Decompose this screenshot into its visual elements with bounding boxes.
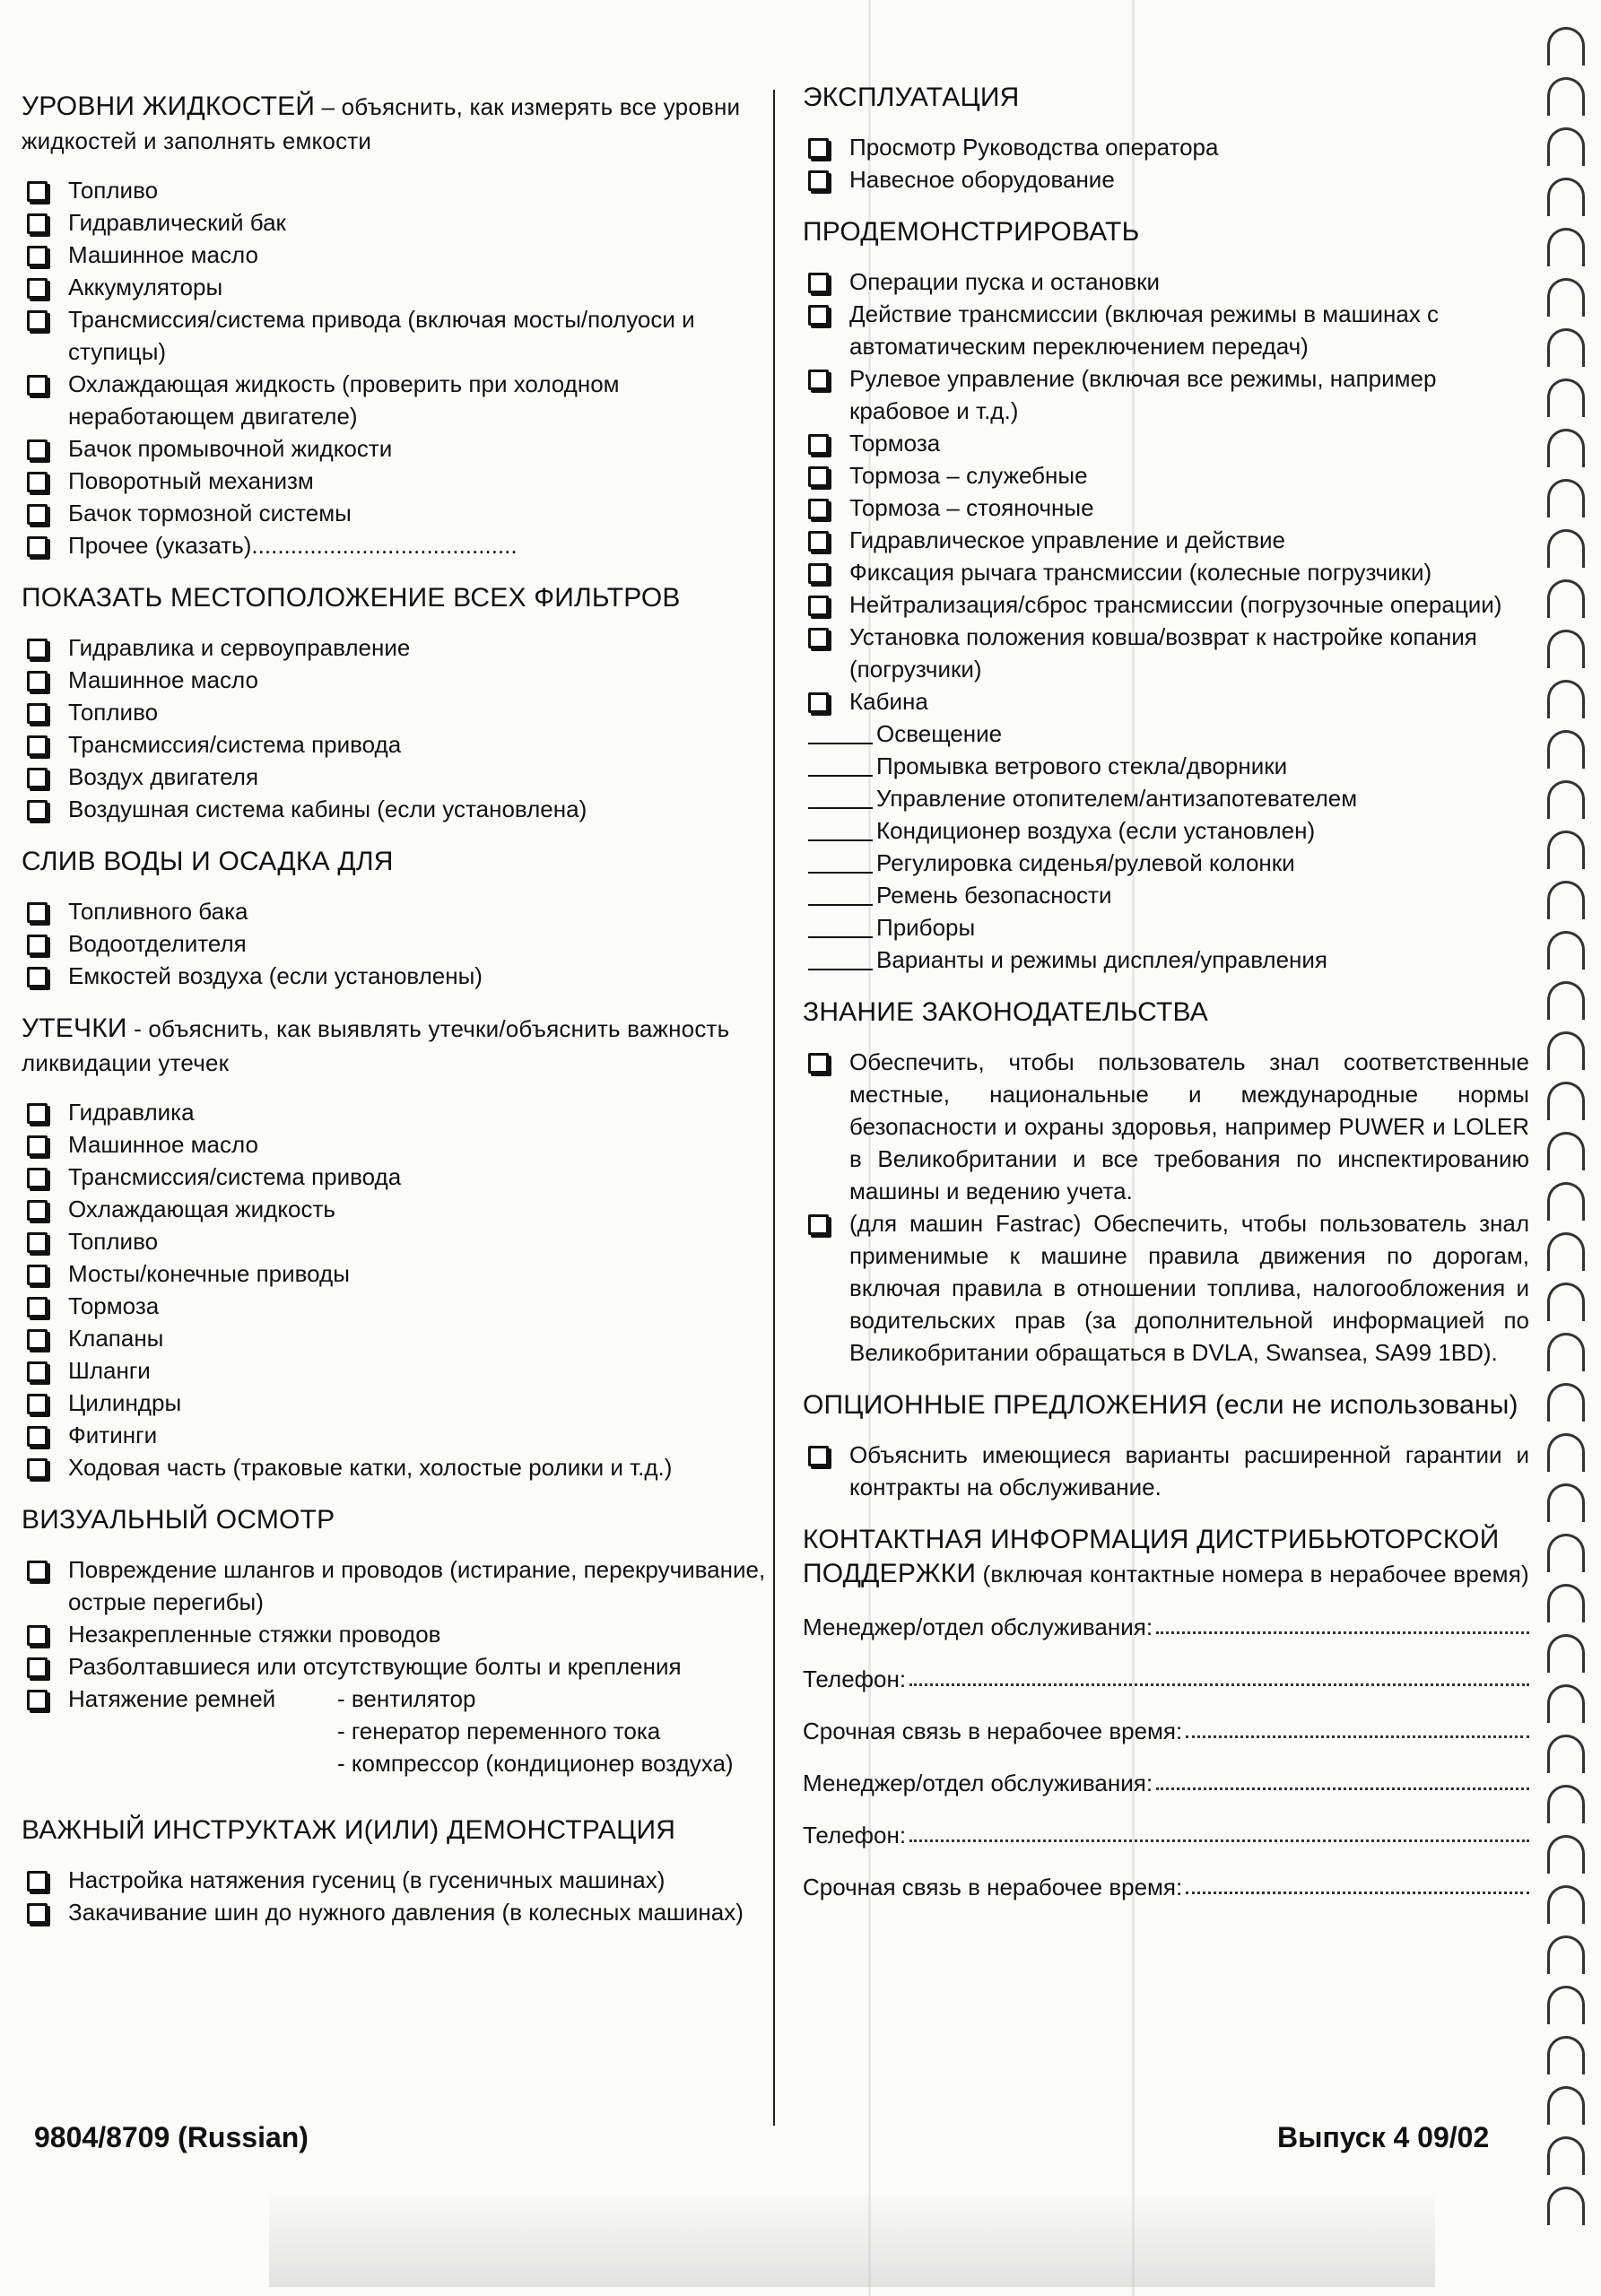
checklist-item[interactable]	[22, 1257, 775, 1290]
contact-label: Телефон:	[803, 1822, 907, 1848]
item-label: Воздух двигателя	[68, 763, 259, 790]
checkbox-icon[interactable]	[27, 1361, 48, 1382]
checklist-item[interactable]	[22, 1451, 775, 1483]
spiral-binding	[1547, 27, 1588, 2251]
binding-ring	[1547, 1986, 1585, 2024]
contact-line	[803, 1767, 1529, 1799]
checklist	[803, 265, 1529, 718]
checklist	[22, 1683, 775, 1779]
checklist-item[interactable]	[22, 1650, 775, 1683]
contact-fill-field[interactable]	[1156, 1611, 1529, 1634]
item-label: Машинное масло	[68, 1131, 258, 1158]
binding-ring	[1547, 981, 1585, 1020]
checkbox-icon[interactable]	[27, 504, 48, 525]
section-heading	[803, 1523, 1529, 1591]
checkbox-icon[interactable]	[27, 902, 48, 923]
item-label: Фитинги	[68, 1422, 158, 1448]
checklist-item[interactable]	[22, 1618, 775, 1650]
item-label: Управление отопителем/антизапотевателем	[876, 785, 1358, 812]
checklist-item[interactable]	[22, 696, 775, 728]
checkbox-icon[interactable]	[808, 466, 829, 487]
item-label: Охлаждающая жидкость	[68, 1196, 335, 1222]
item-label: Разболтавшиеся или отсутствующие болты и крепления	[68, 1653, 682, 1680]
blank-line[interactable]	[808, 807, 873, 809]
checkbox-icon[interactable]	[27, 671, 48, 691]
section-heading: ПОКАЗАТЬ МЕСТОПОЛОЖЕНИЕ ВСЕХ ФИЛЬТРОВ	[22, 583, 681, 613]
binding-ring	[1547, 1835, 1585, 1874]
checkbox-icon[interactable]	[808, 370, 829, 390]
cab-item[interactable]	[803, 750, 1529, 782]
checkbox-icon[interactable]	[27, 1657, 48, 1678]
checkbox-icon[interactable]	[808, 1446, 829, 1466]
section-heading: СЛИВ ВОДЫ И ОСАДКА ДЛЯ	[22, 847, 394, 876]
binding-ring	[1547, 630, 1585, 668]
item-label: Шланги	[68, 1357, 151, 1384]
checkbox-icon[interactable]	[27, 735, 48, 756]
item-label: Аккумуляторы	[68, 274, 223, 300]
binding-ring	[1547, 2136, 1585, 2175]
checkbox-icon[interactable]	[27, 181, 48, 202]
item-label: (для машин Fastrac) Обеспечить, чтобы пользователь знал применимые к машине правила движения по дорогам, включая правила в отношении топлива, налогообложения и водительских прав (за дополнительной информацией по Великобритании обращаться в DVLA, Swansea, SA99 1BD).	[849, 1210, 1529, 1366]
binding-ring	[1547, 2086, 1585, 2125]
checkbox-icon[interactable]	[27, 278, 48, 299]
item-label: Регулировка сиденья/рулевой колонки	[876, 849, 1295, 876]
belt-option: - вентилятор	[337, 1685, 476, 1712]
scan-artifact	[269, 2188, 1435, 2287]
contact-line	[803, 1819, 1529, 1851]
contact-label: Менеджер/отдел обслуживания:	[803, 1770, 1153, 1796]
contact-fill-field[interactable]	[1156, 1767, 1529, 1790]
item-label: Клапаны	[68, 1325, 164, 1352]
checklist-item[interactable]	[22, 1128, 775, 1161]
contact-line	[803, 1715, 1529, 1747]
checklist-item[interactable]	[803, 1046, 1529, 1207]
item-label: Навесное оборудование	[849, 166, 1115, 193]
checklist	[22, 1096, 775, 1483]
checklist-item[interactable]	[22, 927, 775, 960]
checkbox-icon[interactable]	[27, 1103, 48, 1124]
binding-ring	[1547, 1283, 1585, 1321]
checkbox-icon[interactable]	[27, 213, 48, 234]
binding-ring	[1547, 228, 1585, 266]
item-label: Тормоза – стояночные	[849, 494, 1094, 521]
section-heading	[22, 90, 775, 158]
checklist-item[interactable]	[22, 1683, 775, 1779]
item-label: Объяснить имеющиеся варианты расширенной гарантии и контракты на обслуживание.	[849, 1441, 1529, 1500]
checklist-item[interactable]	[22, 529, 775, 561]
item-label: Водоотделителя	[68, 930, 247, 957]
checkbox-icon[interactable]	[808, 499, 829, 519]
section-filters	[22, 581, 775, 825]
binding-ring	[1547, 1935, 1585, 1974]
checkbox-icon[interactable]	[808, 531, 829, 552]
checklist-item[interactable]	[803, 163, 1529, 196]
checklist-item[interactable]	[22, 1896, 775, 1928]
checkbox-icon[interactable]	[27, 1871, 48, 1892]
checkbox-icon[interactable]	[27, 536, 48, 557]
binding-ring	[1547, 1735, 1585, 1773]
checklist-item[interactable]	[22, 497, 775, 529]
checkbox-icon[interactable]	[27, 1458, 48, 1479]
checklist-item[interactable]	[22, 368, 775, 432]
binding-ring	[1547, 429, 1585, 467]
binding-ring	[1547, 27, 1585, 65]
checkbox-icon[interactable]	[808, 305, 829, 326]
column-divider	[773, 90, 775, 2126]
section-heading: ОПЦИОННЫЕ ПРЕДЛОЖЕНИЯ (если не использованы)	[803, 1390, 1518, 1420]
item-label: Ремень безопасности	[876, 882, 1112, 909]
checkbox-icon[interactable]	[27, 1168, 48, 1188]
belt-option: - компрессор (кондиционер воздуха)	[337, 1750, 734, 1777]
contact-fill-field[interactable]	[1186, 1715, 1529, 1738]
contact-line	[803, 1871, 1529, 1903]
checkbox-icon[interactable]	[27, 1690, 48, 1710]
checklist	[803, 1439, 1529, 1503]
checklist-item[interactable]	[22, 1354, 775, 1387]
checkbox-icon[interactable]	[27, 1232, 48, 1253]
cab-item[interactable]	[803, 911, 1529, 944]
checkbox-icon[interactable]	[808, 170, 829, 191]
binding-ring	[1547, 1634, 1585, 1673]
checkbox-icon[interactable]	[27, 1265, 48, 1285]
binding-ring	[1547, 1534, 1585, 1572]
binding-ring	[1547, 1584, 1585, 1622]
checklist-item[interactable]	[22, 631, 775, 664]
binding-ring	[1547, 1885, 1585, 1924]
section-demo	[803, 215, 1529, 976]
cab-item[interactable]	[803, 847, 1529, 879]
binding-ring	[1547, 1031, 1585, 1070]
item-label: Варианты и режимы дисплея/управления	[876, 946, 1328, 973]
item-label: Кондиционер воздуха (если установлен)	[876, 817, 1316, 844]
section-options	[803, 1388, 1529, 1503]
checkbox-icon[interactable]	[27, 1561, 48, 1581]
contact-fill-field[interactable]	[1186, 1871, 1529, 1894]
item-label: Промывка ветрового стекла/дворники	[876, 752, 1288, 779]
item-label: Мосты/конечные приводы	[68, 1260, 350, 1287]
checkbox-icon[interactable]	[27, 768, 48, 788]
binding-ring	[1547, 881, 1585, 919]
checklist	[803, 131, 1529, 196]
heading-title: УРОВНИ ЖИДКОСТЕЙ	[22, 91, 316, 121]
blank-line[interactable]	[808, 775, 873, 777]
checkbox-icon[interactable]	[27, 1903, 48, 1924]
checklist	[803, 1046, 1529, 1369]
cab-item[interactable]	[803, 944, 1529, 976]
blank-line[interactable]	[808, 872, 873, 874]
checklist-item[interactable]	[803, 298, 1529, 362]
cab-item[interactable]	[803, 782, 1529, 814]
binding-ring	[1547, 1182, 1585, 1221]
item-label: Топливо	[68, 699, 159, 726]
contact-label: Менеджер/отдел обслуживания:	[803, 1613, 1153, 1640]
item-label: Ходовая часть (траковые катки, холостые ролики и т.д.)	[68, 1454, 673, 1481]
binding-ring	[1547, 328, 1585, 367]
checklist-item[interactable]	[22, 1290, 775, 1322]
blank-line[interactable]	[808, 839, 873, 841]
checkbox-icon[interactable]	[27, 967, 48, 987]
checkbox-icon[interactable]	[808, 596, 829, 616]
right-column	[803, 81, 1529, 1923]
item-label: Закачивание шин до нужного давления (в колесных машинах)	[68, 1899, 744, 1926]
checklist-item[interactable]	[803, 524, 1529, 556]
section-operation	[803, 81, 1529, 196]
section-leaks	[22, 1012, 775, 1483]
item-label: Бачок тормозной системы	[68, 500, 352, 526]
checkbox-icon[interactable]	[27, 935, 48, 955]
checklist-item[interactable]	[803, 131, 1529, 163]
item-label: Рулевое управление (включая все режимы, например крабовое и т.д.)	[849, 365, 1437, 424]
checkbox-icon[interactable]	[27, 246, 48, 266]
item-label: Емкостей воздуха (если установлены)	[68, 962, 483, 989]
cab-item[interactable]	[803, 814, 1529, 847]
item-label: Тормоза	[68, 1292, 160, 1319]
belt-option: - генератор переменного тока	[337, 1718, 661, 1744]
checkbox-icon[interactable]	[27, 439, 48, 460]
binding-ring	[1547, 77, 1585, 116]
binding-ring	[1547, 278, 1585, 317]
section-heading: ПРОДЕМОНСТРИРОВАТЬ	[803, 217, 1140, 247]
item-label: Натяжение ремней	[68, 1685, 276, 1712]
binding-ring	[1547, 2187, 1585, 2225]
checklist-item[interactable]	[803, 265, 1529, 298]
binding-ring	[1547, 178, 1585, 216]
checklist	[22, 1553, 775, 1683]
binding-ring	[1547, 931, 1585, 970]
checkbox-icon[interactable]	[808, 563, 829, 584]
item-label: Тормоза	[849, 430, 941, 457]
checklist-item[interactable]	[803, 427, 1529, 459]
section-heading: ЭКСПЛУАТАЦИЯ	[803, 83, 1020, 112]
binding-ring	[1547, 378, 1585, 417]
blank-line[interactable]	[808, 904, 873, 906]
item-label: Прочее (указать).........................................	[68, 532, 518, 559]
checkbox-icon[interactable]	[808, 138, 829, 159]
blank-line[interactable]	[808, 969, 873, 970]
item-label: Цилиндры	[68, 1389, 182, 1416]
item-label: Топливного бака	[68, 898, 248, 925]
item-label: Тормоза – служебные	[849, 462, 1088, 489]
checklist	[22, 895, 775, 992]
section-heading: ЗНАНИЕ ЗАКОНОДАТЕЛЬСТВА	[803, 997, 1208, 1027]
item-label: Трансмиссия/система привода (включая мосты/полуоси и ступицы)	[68, 306, 695, 365]
checklist-item[interactable]	[22, 465, 775, 497]
item-label: Топливо	[68, 1228, 159, 1255]
belt-options	[337, 1683, 734, 1779]
checklist-item[interactable]	[803, 556, 1529, 588]
binding-ring	[1547, 1383, 1585, 1422]
item-label: Гидравлический бак	[68, 209, 286, 236]
item-label: Освещение	[876, 720, 1003, 747]
binding-ring	[1547, 831, 1585, 869]
binding-ring	[1547, 2036, 1585, 2074]
item-label: Трансмиссия/система привода	[68, 731, 402, 758]
binding-ring	[1547, 1684, 1585, 1723]
checkbox-icon[interactable]	[808, 1214, 829, 1235]
item-label: Настройка натяжения гусениц (в гусеничных машинах)	[68, 1866, 666, 1893]
item-label: Поворотный механизм	[68, 467, 314, 494]
item-label: Воздушная система кабины (если установлена)	[68, 796, 587, 822]
checklist-item[interactable]	[22, 1161, 775, 1193]
checkbox-icon[interactable]	[27, 1625, 48, 1646]
item-label: Гидравлика и сервоуправление	[68, 634, 411, 661]
section-visual	[22, 1503, 775, 1779]
heading-title: УТЕЧКИ	[22, 1013, 127, 1043]
item-label: Обеспечить, чтобы пользователь знал соответственные местные, национальные и международные нормы безопасности и охраны здоровья, например PUWER и LOLER в Великобритании и все требования по инспектированию машины и ведению учета.	[849, 1048, 1529, 1205]
binding-ring	[1547, 1082, 1585, 1120]
checklist-item[interactable]	[22, 793, 775, 825]
section-heading: ВАЖНЫЙ ИНСТРУКТАЖ И(ИЛИ) ДЕМОНСТРАЦИЯ	[22, 1815, 676, 1845]
cab-item[interactable]	[803, 879, 1529, 911]
checkbox-icon[interactable]	[27, 1200, 48, 1221]
checklist	[22, 1864, 775, 1928]
checklist-item[interactable]	[22, 271, 775, 303]
checklist-item[interactable]	[22, 206, 775, 239]
heading-subtitle: (включая контактные номера в нерабочее время)	[976, 1561, 1529, 1587]
checkbox-icon[interactable]	[27, 1329, 48, 1350]
contact-lines	[803, 1611, 1529, 1903]
item-label: Нейтрализация/сброс трансмиссии (погрузочные операции)	[849, 591, 1502, 618]
checkbox-icon[interactable]	[808, 273, 829, 293]
checkbox-icon[interactable]	[808, 434, 829, 455]
issue-number: Выпуск 4 09/02	[1277, 2121, 1490, 2153]
cab-checklist	[803, 718, 1529, 976]
checkbox-icon[interactable]	[27, 310, 48, 331]
item-label: Топливо	[68, 177, 159, 204]
binding-ring	[1547, 1333, 1585, 1371]
checklist-item[interactable]	[22, 1553, 775, 1618]
heading-title: КОНТАКТНАЯ ИНФОРМАЦИЯ ДИСТРИБЬЮТОРСКОЙ ПОДДЕРЖКИ	[803, 1525, 1500, 1588]
checkbox-icon[interactable]	[27, 1297, 48, 1318]
checkbox-icon[interactable]	[808, 1053, 829, 1074]
checkbox-icon[interactable]	[808, 692, 829, 713]
checklist-item[interactable]	[22, 728, 775, 761]
checklist-item[interactable]	[22, 1193, 775, 1225]
checklist-item[interactable]	[803, 1207, 1529, 1369]
section-drain	[22, 845, 775, 992]
item-label: Бачок промывочной жидкости	[68, 435, 393, 462]
contact-fill-field[interactable]	[909, 1819, 1529, 1842]
checklist-item[interactable]	[22, 239, 775, 271]
checklist-item[interactable]	[22, 1225, 775, 1257]
binding-ring	[1547, 1483, 1585, 1522]
item-label: Действие трансмиссии (включая режимы в машинах с автоматическим переключением передач)	[849, 300, 1440, 360]
checkbox-icon[interactable]	[27, 472, 48, 492]
item-label: Трансмиссия/система привода	[68, 1163, 402, 1190]
checklist-item[interactable]	[22, 174, 775, 206]
item-label: Фиксация рычага трансмиссии (колесные погрузчики)	[849, 559, 1432, 586]
item-label: Просмотр Руководства оператора	[849, 134, 1219, 161]
binding-ring	[1547, 1433, 1585, 1472]
item-label: Приборы	[876, 914, 976, 941]
contact-fill-field[interactable]	[909, 1663, 1529, 1686]
binding-ring	[1547, 479, 1585, 517]
binding-ring	[1547, 1785, 1585, 1823]
binding-ring	[1547, 1232, 1585, 1271]
checklist-item[interactable]	[22, 895, 775, 927]
section-fluids	[22, 90, 775, 561]
checkbox-icon[interactable]	[27, 375, 48, 396]
heading-subtitle: – объяснить, как измерять все уровни жидкостей и заполнять емкости	[22, 93, 741, 154]
checklist-item[interactable]	[22, 1419, 775, 1451]
checklist-item[interactable]	[803, 621, 1529, 685]
checkbox-icon[interactable]	[27, 800, 48, 821]
checklist-item[interactable]	[22, 664, 775, 696]
checklist-item[interactable]	[803, 459, 1529, 491]
contact-label: Срочная связь в нерабочее время:	[803, 1874, 1183, 1900]
blank-line[interactable]	[808, 936, 873, 938]
item-label: Повреждение шлангов и проводов (истирание, перекручивание, острые перегибы)	[68, 1556, 766, 1615]
checklist-item[interactable]	[22, 303, 775, 368]
contact-label: Срочная связь в нерабочее время:	[803, 1718, 1183, 1744]
checklist-item[interactable]	[22, 960, 775, 992]
section-law	[803, 996, 1529, 1369]
contact-label: Телефон:	[803, 1665, 907, 1692]
binding-ring	[1547, 680, 1585, 718]
section-contact	[803, 1523, 1529, 1903]
heading-subtitle: - объяснить, как выявлять утечки/объяснить важность ликвидации утечек	[22, 1015, 730, 1076]
checklist-item[interactable]	[22, 1864, 775, 1896]
binding-ring	[1547, 579, 1585, 618]
checkbox-icon[interactable]	[27, 1426, 48, 1447]
checklist	[22, 631, 775, 825]
binding-ring	[1547, 780, 1585, 819]
blank-line[interactable]	[808, 743, 873, 744]
item-label: Операции пуска и остановки	[849, 268, 1161, 295]
item-label: Машинное масло	[68, 666, 258, 693]
contact-line	[803, 1611, 1529, 1643]
document-number: 9804/8709 (Russian)	[34, 2121, 309, 2153]
checklist-item[interactable]	[803, 491, 1529, 524]
checklist-item[interactable]	[22, 1322, 775, 1354]
item-label: Незакрепленные стяжки проводов	[68, 1621, 441, 1648]
item-label: Гидравлическое управление и действие	[849, 526, 1285, 553]
section-briefing	[22, 1813, 775, 1928]
checkbox-icon[interactable]	[27, 1394, 48, 1414]
item-label: Кабина	[849, 688, 928, 715]
binding-ring	[1547, 730, 1585, 769]
checklist	[22, 174, 775, 561]
checkbox-icon[interactable]	[808, 628, 829, 648]
binding-ring	[1547, 1132, 1585, 1170]
contact-line	[803, 1663, 1529, 1695]
checklist-item[interactable]	[803, 588, 1529, 621]
item-label: Охлаждающая жидкость (проверить при холодном неработающем двигателе)	[68, 370, 620, 430]
binding-ring	[1547, 127, 1585, 166]
section-heading	[22, 1012, 775, 1080]
cab-item[interactable]	[803, 718, 1529, 750]
section-heading: ВИЗУАЛЬНЫЙ ОСМОТР	[22, 1505, 335, 1535]
checklist-item[interactable]	[803, 685, 1529, 718]
item-label: Гидравлика	[68, 1099, 195, 1126]
item-label: Установка положения ковша/возврат к настройке копания (погрузчики)	[849, 623, 1477, 683]
item-label: Машинное масло	[68, 241, 258, 268]
checklist-item[interactable]	[803, 1439, 1529, 1503]
checkbox-icon[interactable]	[27, 639, 48, 659]
checkbox-icon[interactable]	[27, 1135, 48, 1156]
binding-ring	[1547, 529, 1585, 568]
checklist-item[interactable]	[22, 1387, 775, 1419]
checklist-item[interactable]	[22, 432, 775, 465]
checkbox-icon[interactable]	[27, 703, 48, 724]
checklist-item[interactable]	[22, 761, 775, 793]
checklist-item[interactable]	[803, 362, 1529, 427]
left-column	[22, 90, 775, 1948]
checklist-item[interactable]	[22, 1096, 775, 1128]
